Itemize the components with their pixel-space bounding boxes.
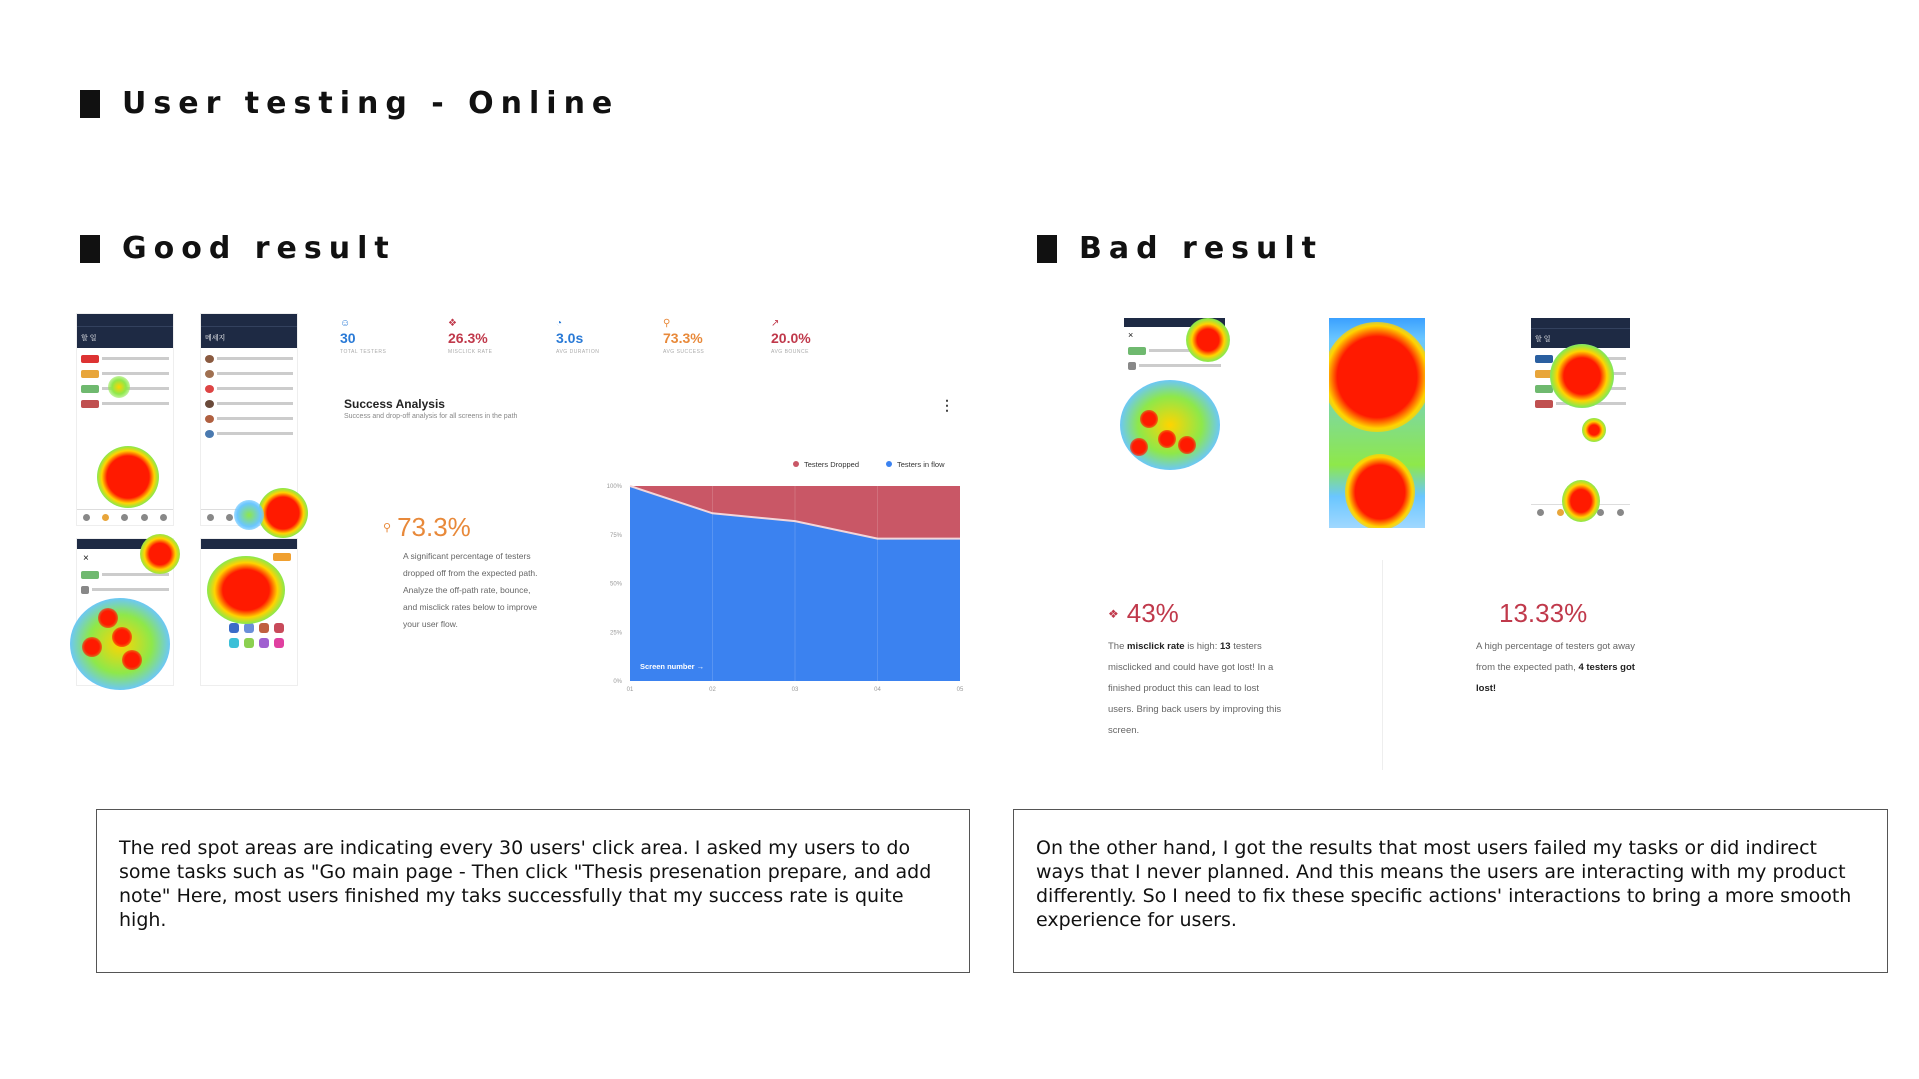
bad-heading	[1037, 231, 1323, 266]
heading-marker	[80, 235, 100, 263]
x-tick-label: 03	[791, 687, 799, 693]
metric-total-testers: ☺ 30 TOTAL TESTERS	[340, 318, 387, 355]
y-tick-label: 75%	[609, 532, 622, 539]
more-options-icon[interactable]: ⋮	[940, 397, 954, 413]
heat-spot	[1345, 454, 1415, 528]
metric-misclick-rate: ❖ 26.3% MISCLICK RATE	[448, 318, 493, 355]
metric-avg-duration: ◔ 3.0s AVG DURATION	[556, 318, 600, 355]
stats-divider	[1382, 560, 1383, 770]
misclick-icon: ❖	[448, 318, 457, 329]
good-result-title: Good result	[122, 231, 396, 266]
clock-icon: ◔	[556, 318, 563, 329]
good-caption-box	[96, 809, 970, 973]
bad-caption-box	[1013, 809, 1888, 973]
heatmap-screen-full	[1329, 318, 1425, 528]
trophy-icon: ⚲	[383, 522, 392, 534]
bad-caption-text: On the other hand, I got the results that most users failed my tasks or did indirect ways that I never planned. And this means the users are interacting with my product differently. So I need to fix these specific actions' interactions to bring a more smooth experience for users.	[1036, 837, 1852, 931]
misclick-stat: ❖ 43%	[1108, 598, 1179, 628]
heatmap-screen-todo	[76, 313, 174, 526]
legend-label-testers-dropped: Testers Dropped	[804, 460, 860, 469]
bounce-icon: ↗	[771, 318, 780, 329]
success-area-chart	[586, 450, 972, 695]
color-swatches	[229, 623, 297, 648]
x-tick-label: 02	[709, 687, 716, 693]
appbar-title: 메세지	[201, 326, 297, 348]
success-big-value: ⚲ 73.3%	[383, 512, 471, 542]
page-title: User testing - Online	[122, 86, 620, 121]
lost-description: A high percentage of testers got away from the expected path, 4 testers got lost!	[1476, 641, 1635, 694]
appbar-title: 할 일	[1531, 328, 1630, 348]
y-tick-label: 100%	[606, 484, 622, 490]
good-caption-text: The red spot areas are indicating every 30 users' click area. I asked my users to do some tasks such as "Go main page - Then click "Thesis presenation prepare, and add note" Here, most users finished my taks successfully that my success rate is quite high.	[119, 837, 932, 931]
x-tick-label: 05	[956, 687, 964, 693]
success-analysis-subtitle: Success and drop-off analysis for all screens in the path	[344, 413, 518, 420]
metric-avg-bounce: ↗ 20.0% AVG BOUNCE	[771, 318, 811, 355]
bad-result-title: Bad result	[1079, 231, 1324, 266]
page-heading	[80, 86, 619, 121]
users-icon: ☺	[340, 318, 351, 329]
trophy-icon: ⚲	[663, 318, 671, 329]
y-tick-label: 50%	[609, 581, 622, 588]
misclick-icon: ❖	[1108, 606, 1119, 621]
good-heading	[80, 231, 396, 266]
appbar-title: 할 일	[77, 326, 173, 348]
misclick-description: The misclick rate is high: 13 testers misclicked and could have got lost! In a finished product this can lead to lost users. Bring back users by improving this screen.	[1108, 641, 1282, 736]
heading-marker	[80, 90, 100, 118]
heatmap-screen-note: ×	[76, 538, 174, 686]
legend-label-testers-in-flow: Testers in flow	[897, 460, 945, 469]
x-tick-label: 01	[626, 687, 634, 693]
x-tick-label: 04	[874, 687, 881, 693]
heatmap-screen-messages	[200, 313, 298, 526]
heatmap-screen-todo-bad	[1531, 318, 1630, 518]
success-description: A significant percentage of testers dropped off from the expected path. Analyze the off-path rate, bounce, and misclick rates below to improve your user flow.	[403, 551, 538, 629]
heatmap-screen-color	[200, 538, 298, 686]
heat-spot	[1329, 322, 1425, 432]
success-analysis-title: Success Analysis	[344, 397, 445, 411]
lost-stat-value: 13.33%	[1499, 598, 1588, 628]
metric-avg-success: ⚲ 73.3% AVG SUCCESS	[663, 318, 705, 355]
legend-marker-testers-dropped	[793, 461, 799, 467]
heading-marker	[1037, 235, 1057, 263]
x-axis-label: Screen number →	[640, 662, 705, 671]
legend-marker-testers-in-flow	[886, 461, 892, 467]
heatmap-screen-note-bad: ×	[1124, 318, 1225, 470]
y-tick-label: 0%	[613, 679, 622, 685]
y-tick-label: 25%	[609, 630, 622, 637]
